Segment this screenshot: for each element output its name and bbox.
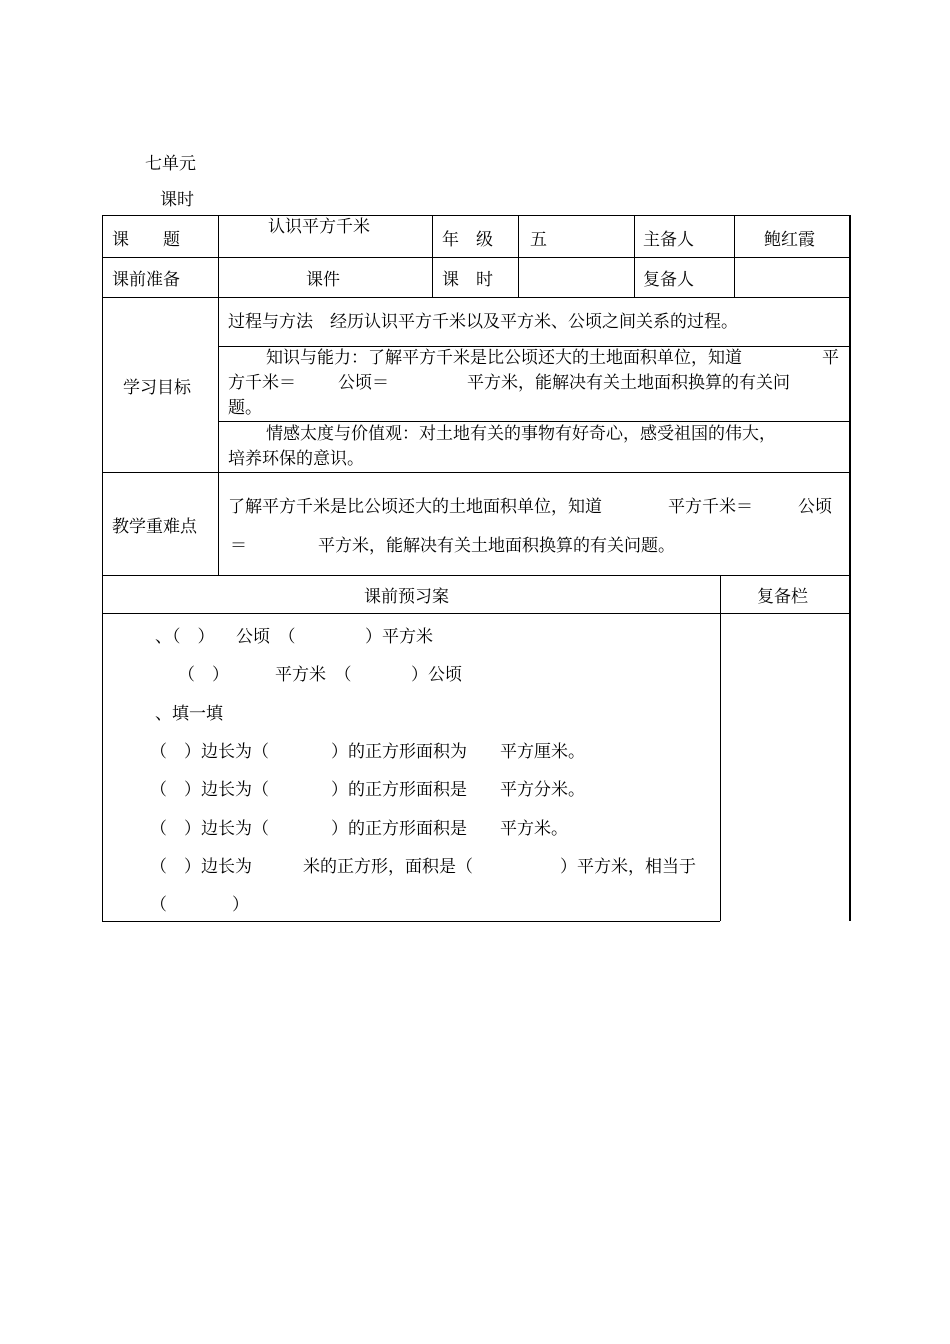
- main-preparer-value: 鲍红霞: [764, 230, 815, 250]
- main-preparer-label: 主备人: [643, 230, 694, 250]
- hours-label: 课 时: [442, 270, 493, 290]
- topic-label: 课 题: [112, 230, 180, 250]
- unit-heading: 七单元: [145, 154, 196, 174]
- objective-process: 过程与方法 经历认识平方千米以及平方米、公顷之间关系的过程。: [228, 312, 738, 332]
- objectives-label: 学习目标: [123, 378, 191, 398]
- topic-value: 认识平方千米: [268, 217, 370, 237]
- grade-label: 年 级: [442, 230, 493, 250]
- grade-value: 五: [530, 230, 547, 250]
- preview-header: 课前预习案: [364, 587, 449, 607]
- review-column-header: 复备栏: [757, 587, 808, 607]
- key-points-label: 教学重难点: [112, 517, 197, 537]
- question-2-title: 、填一填: [155, 704, 223, 724]
- period-heading: 课时: [160, 190, 194, 210]
- prep-label: 课前准备: [112, 270, 180, 290]
- prep-value: 课件: [306, 270, 340, 290]
- co-preparer-label: 复备人: [643, 270, 694, 290]
